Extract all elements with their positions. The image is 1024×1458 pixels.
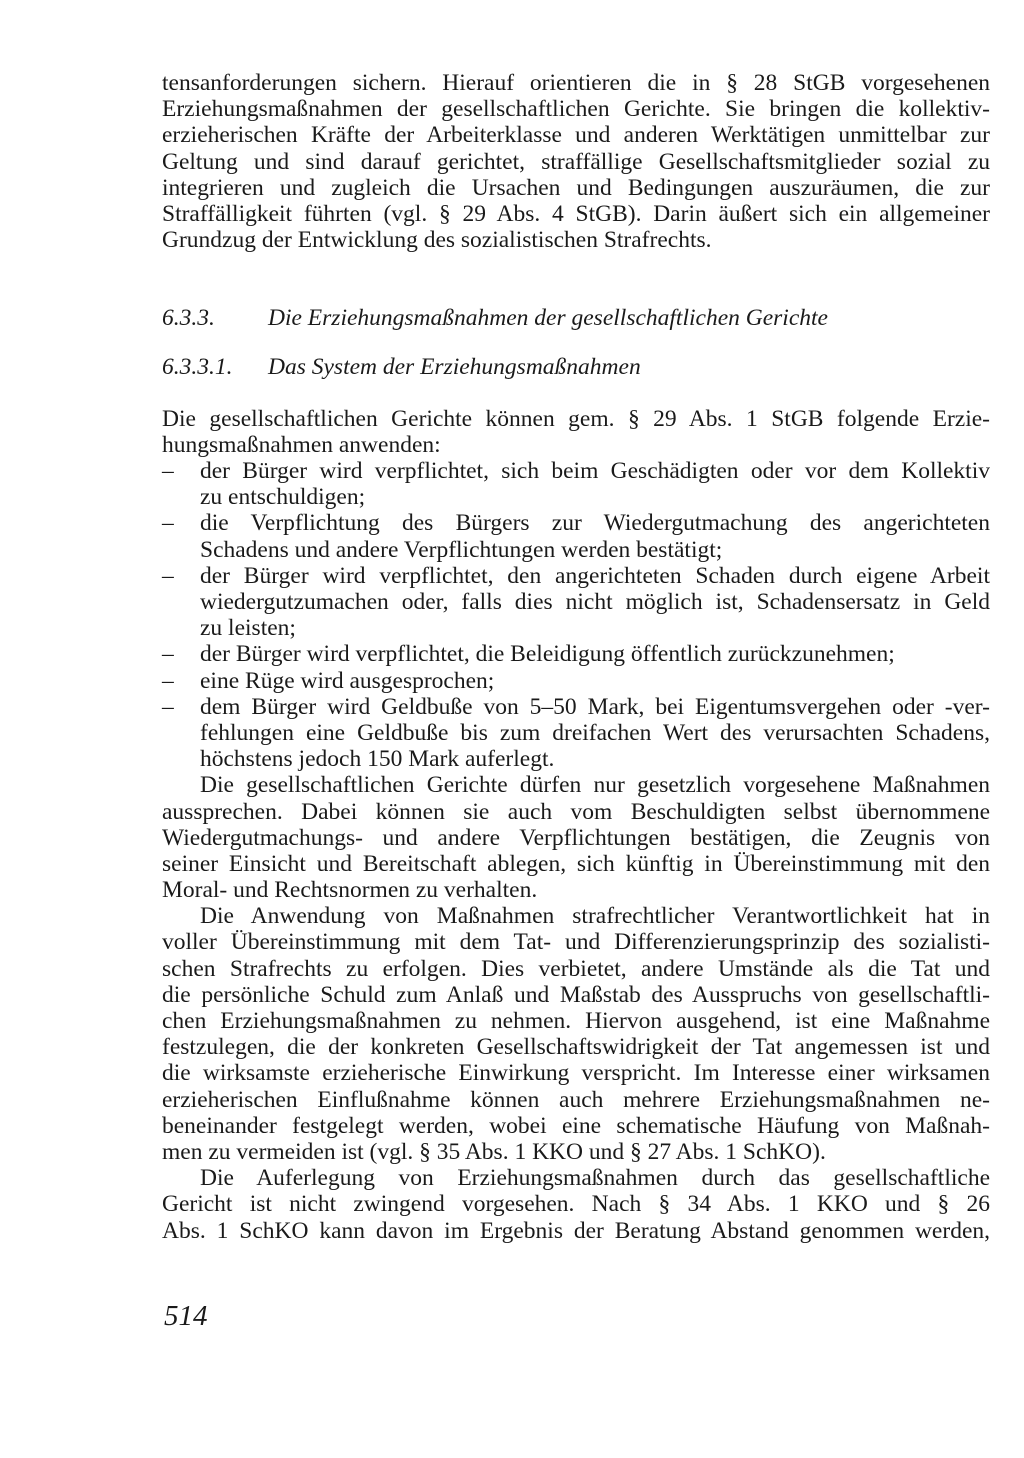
text-line: fehlungen eine Geldbuße bis zum dreifachen Wert des verursachten Schadens, bbox=[200, 719, 990, 746]
text-line: Grundzug der Entwicklung des sozialistischen Strafrechts. bbox=[162, 227, 712, 254]
text-line: voller Übereinstimmung mit dem Tat- und Differenzierungsprinzip des sozialisti- bbox=[162, 929, 990, 956]
text-line: integrieren und zugleich die Ursachen und Bedingungen auszuräumen, die zur bbox=[162, 174, 990, 201]
text-line: Erziehungsmaßnahmen der gesellschaftlichen Gerichte. Sie bringen die kollektiv- bbox=[162, 96, 990, 123]
text-line: zu leisten; bbox=[200, 615, 296, 642]
paragraph-imposition bbox=[162, 1165, 990, 1244]
text-line: Gericht ist nicht zwingend vorgesehen. Nach § 34 Abs. 1 KKO und § 26 bbox=[162, 1191, 990, 1218]
text-line: zu entschuldigen; bbox=[200, 484, 366, 511]
text-line: men zu vermeiden ist (vgl. § 35 Abs. 1 KKO und § 27 Abs. 1 SchKO). bbox=[162, 1138, 826, 1165]
section-number: 6.3.3. bbox=[162, 305, 215, 332]
list-item bbox=[162, 510, 990, 562]
section-number: 6.3.3.1. bbox=[162, 353, 233, 380]
section-title: Die Erziehungsmaßnahmen der gesellschaftlichen Gerichte bbox=[268, 305, 828, 332]
page-number: 514 bbox=[164, 1300, 208, 1332]
list-dash: – bbox=[162, 458, 174, 485]
text-line: Die gesellschaftlichen Gerichte dürfen nur gesetzlich vorgesehene Maßnahmen bbox=[200, 772, 990, 799]
text-line: der Bürger wird verpflichtet, die Beleidigung öffentlich zurückzunehmen; bbox=[200, 641, 895, 668]
list-dash: – bbox=[162, 641, 174, 668]
text-line: schen Strafrechts zu erfolgen. Dies verbietet, andere Umstände als die Tat und bbox=[162, 955, 990, 982]
text-line: erzieherischen Kräfte der Arbeiterklasse und anderen Werktätigen unmittelbar zur bbox=[162, 122, 990, 149]
paragraph-intro bbox=[162, 70, 990, 253]
text-line: seiner Einsicht und Bereitschaft ablegen, sich künftig in Übereinstimmung mit den bbox=[162, 850, 990, 877]
text-line: tensanforderungen sichern. Hierauf orientieren die in § 28 StGB vorgesehenen bbox=[162, 70, 990, 96]
text-line: die wirksamste erzieherische Einwirkung verspricht. Im Interesse einer wirksamen bbox=[162, 1060, 990, 1087]
list-item bbox=[162, 563, 990, 642]
text-line: Die Auferlegung von Erziehungsmaßnahmen durch das gesellschaftliche bbox=[200, 1165, 990, 1192]
text-line: höchstens jedoch 150 Mark auferlegt. bbox=[200, 746, 555, 773]
text-line: Geltung und sind darauf gerichtet, straffällige Gesellschaftsmitglieder sozial zu bbox=[162, 148, 990, 175]
section-title: Das System der Erziehungsmaßnahmen bbox=[268, 353, 641, 380]
list-item bbox=[162, 668, 990, 694]
text-line: die persönliche Schuld zum Anlaß und Maßstab des Ausspruchs von gesellschaftli- bbox=[162, 981, 990, 1008]
text-line: wiedergutzumachen oder, falls dies nicht möglich ist, Schadensersatz in Geld bbox=[200, 589, 990, 615]
text-line: Die Anwendung von Maßnahmen strafrechtlicher Verantwortlichkeit hat in bbox=[200, 903, 990, 930]
text-line: hungsmaßnahmen anwenden: bbox=[162, 431, 441, 458]
text-line: chen Erziehungsmaßnahmen zu nehmen. Hiervon ausgehend, ist eine Maßnahme bbox=[162, 1008, 990, 1034]
text-line: Wiedergutmachungs- und andere Verpflichtungen bestätigen, die Zeugnis von bbox=[162, 824, 990, 851]
text-line: dem Bürger wird Geldbuße von 5–50 Mark, bei Eigentumsvergehen oder -ver- bbox=[200, 693, 990, 720]
list-item bbox=[162, 458, 990, 510]
text-line: Schadens und andere Verpflichtungen werden bestätigt; bbox=[200, 536, 723, 563]
paragraph-list-intro bbox=[162, 406, 990, 458]
paragraph-measures bbox=[162, 772, 990, 903]
text-line: der Bürger wird verpflichtet, den angerichteten Schaden durch eigene Arbeit bbox=[200, 562, 990, 589]
section-heading-6-3-3 bbox=[162, 305, 990, 331]
measures-list bbox=[162, 458, 990, 772]
text-line: Abs. 1 SchKO kann davon im Ergebnis der Beratung Abstand genommen werden, bbox=[162, 1217, 990, 1244]
text-line: Moral- und Rechtsnormen zu verhalten. bbox=[162, 877, 538, 904]
page-body bbox=[162, 70, 990, 1244]
text-line: eine Rüge wird ausgesprochen; bbox=[200, 667, 495, 694]
text-line: die Verpflichtung des Bürgers zur Wiedergutmachung des angerichteten bbox=[200, 510, 990, 537]
text-line: beneinander festgelegt werden, wobei eine schematische Häufung von Maßnah- bbox=[162, 1112, 990, 1139]
text-line: Straffälligkeit führten (vgl. § 29 Abs. 4 StGB). Darin äußert sich ein allgemeiner bbox=[162, 200, 990, 227]
list-dash: – bbox=[162, 510, 174, 537]
list-item bbox=[162, 694, 990, 773]
paragraph-application bbox=[162, 903, 990, 1165]
text-line: aussprechen. Dabei können sie auch vom Beschuldigten selbst übernommene bbox=[162, 798, 990, 825]
list-dash: – bbox=[162, 562, 174, 589]
text-line: festzulegen, die der konkreten Gesellschaftswidrigkeit der Tat angemessen ist und bbox=[162, 1034, 990, 1061]
text-line: Die gesellschaftlichen Gerichte können gem. § 29 Abs. 1 StGB folgende Erzie- bbox=[162, 405, 990, 432]
text-line: erzieherischen Einflußnahme können auch mehrere Erziehungsmaßnahmen ne- bbox=[162, 1086, 990, 1113]
list-dash: – bbox=[162, 667, 174, 694]
list-item bbox=[162, 641, 990, 667]
text-line: der Bürger wird verpflichtet, sich beim Geschädigten oder vor dem Kollektiv bbox=[200, 458, 990, 485]
section-heading-6-3-3-1 bbox=[162, 354, 990, 380]
list-dash: – bbox=[162, 693, 174, 720]
